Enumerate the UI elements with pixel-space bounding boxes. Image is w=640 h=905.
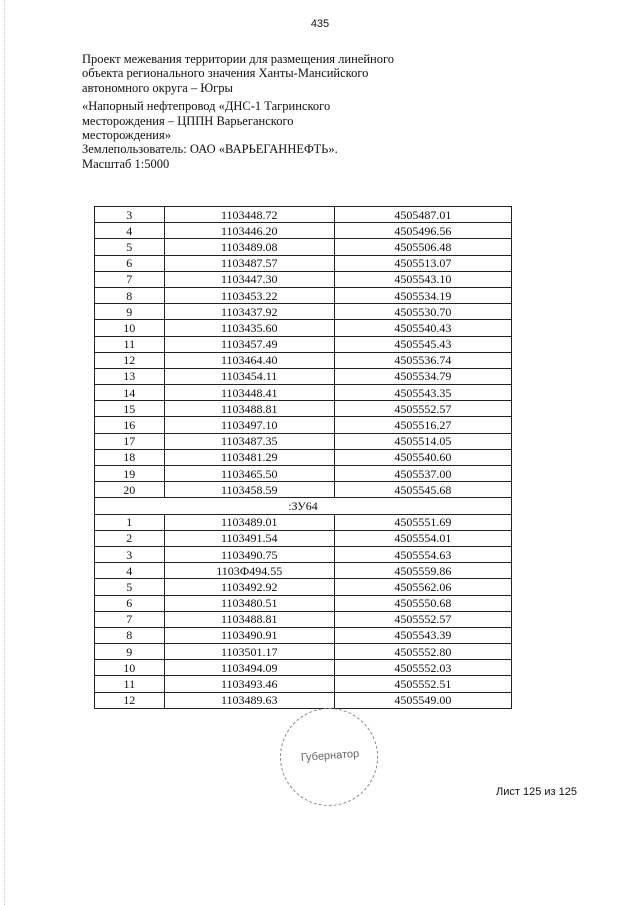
x-coordinate-cell: 1103497.10 xyxy=(164,417,334,433)
y-coordinate-cell: 4505562.06 xyxy=(334,579,511,595)
x-coordinate-cell: 1103489.08 xyxy=(164,239,334,255)
point-number-cell: 9 xyxy=(95,644,165,660)
x-coordinate-cell: 1103490.91 xyxy=(164,627,334,643)
x-coordinate-cell: 1103487.57 xyxy=(164,255,334,271)
table-row xyxy=(95,449,512,465)
header-line-3: автономного округа – Югры xyxy=(82,80,233,95)
point-number-cell: 7 xyxy=(95,611,165,627)
table-row xyxy=(95,385,512,401)
header-line-4: «Напорный нефтепровод «ДНС-1 Тагринского xyxy=(82,99,331,114)
document-header xyxy=(82,52,402,171)
x-coordinate-cell: 1103446.20 xyxy=(164,223,334,239)
y-coordinate-cell: 4505506.48 xyxy=(334,239,511,255)
point-number-cell: 8 xyxy=(95,627,165,643)
point-number-cell: 14 xyxy=(95,385,165,401)
table-row xyxy=(95,368,512,384)
header-line-8: Масштаб 1:5000 xyxy=(82,156,170,171)
x-coordinate-cell: 1103489.63 xyxy=(164,692,334,708)
x-coordinate-cell: 1103491.54 xyxy=(164,530,334,546)
y-coordinate-cell: 4505543.10 xyxy=(334,271,511,287)
x-coordinate-cell: 1103480.51 xyxy=(164,595,334,611)
y-coordinate-cell: 4505552.51 xyxy=(334,676,511,692)
point-number-cell: 1 xyxy=(95,514,165,530)
point-number-cell: 5 xyxy=(95,239,165,255)
coordinates-table xyxy=(94,206,512,709)
y-coordinate-cell: 4505496.56 xyxy=(334,223,511,239)
y-coordinate-cell: 4505554.01 xyxy=(334,530,511,546)
coordinates-table-body xyxy=(95,207,512,709)
point-number-cell: 12 xyxy=(95,352,165,368)
y-coordinate-cell: 4505554.63 xyxy=(334,546,511,562)
point-number-cell: 3 xyxy=(95,546,165,562)
point-number-cell: 10 xyxy=(95,660,165,676)
y-coordinate-cell: 4505537.00 xyxy=(334,466,511,482)
section-row xyxy=(95,498,512,514)
point-number-cell: 19 xyxy=(95,466,165,482)
header-line-6: месторождения» xyxy=(82,128,171,143)
y-coordinate-cell: 4505516.27 xyxy=(334,417,511,433)
header-line-5: месторождения – ЦППН Варьеганского xyxy=(82,113,294,128)
table-row xyxy=(95,579,512,595)
x-coordinate-cell: 1103458.59 xyxy=(164,482,334,498)
y-coordinate-cell: 4505487.01 xyxy=(334,207,511,223)
table-row xyxy=(95,627,512,643)
y-coordinate-cell: 4505551.69 xyxy=(334,514,511,530)
y-coordinate-cell: 4505559.86 xyxy=(334,563,511,579)
table-row xyxy=(95,530,512,546)
y-coordinate-cell: 4505534.79 xyxy=(334,368,511,384)
table-row xyxy=(95,320,512,336)
header-line-7: Землепользователь: ОАО «ВАРЬЕГАННЕФТЬ». xyxy=(82,142,338,157)
y-coordinate-cell: 4505549.00 xyxy=(334,692,511,708)
point-number-cell: 6 xyxy=(95,255,165,271)
table-row xyxy=(95,482,512,498)
y-coordinate-cell: 4505552.80 xyxy=(334,644,511,660)
x-coordinate-cell: 1103492.92 xyxy=(164,579,334,595)
x-coordinate-cell: 1103448.41 xyxy=(164,385,334,401)
x-coordinate-cell: 1103448.72 xyxy=(164,207,334,223)
point-number-cell: 18 xyxy=(95,449,165,465)
table-row xyxy=(95,287,512,303)
x-coordinate-cell: 1103489.01 xyxy=(164,514,334,530)
y-coordinate-cell: 4505545.43 xyxy=(334,336,511,352)
x-coordinate-cell: 1103501.17 xyxy=(164,644,334,660)
table-row xyxy=(95,223,512,239)
table-row xyxy=(95,207,512,223)
point-number-cell: 10 xyxy=(95,320,165,336)
table-row xyxy=(95,466,512,482)
point-number-cell: 15 xyxy=(95,401,165,417)
point-number-cell: 4 xyxy=(95,223,165,239)
sheet-counter: Лист 125 из 125 xyxy=(496,786,577,798)
point-number-cell: 7 xyxy=(95,271,165,287)
y-coordinate-cell: 4505540.60 xyxy=(334,449,511,465)
x-coordinate-cell: 1103493.46 xyxy=(164,676,334,692)
table-row xyxy=(95,433,512,449)
y-coordinate-cell: 4505543.39 xyxy=(334,627,511,643)
table-row xyxy=(95,546,512,562)
point-number-cell: 11 xyxy=(95,336,165,352)
point-number-cell: 12 xyxy=(95,692,165,708)
table-row xyxy=(95,304,512,320)
point-number-cell: 4 xyxy=(95,563,165,579)
x-coordinate-cell: 1103487.35 xyxy=(164,433,334,449)
table-row xyxy=(95,514,512,530)
table-row xyxy=(95,660,512,676)
y-coordinate-cell: 4505552.03 xyxy=(334,660,511,676)
y-coordinate-cell: 4505545.68 xyxy=(334,482,511,498)
table-row xyxy=(95,676,512,692)
table-row xyxy=(95,692,512,708)
y-coordinate-cell: 4505536.74 xyxy=(334,352,511,368)
table-row xyxy=(95,644,512,660)
point-number-cell: 9 xyxy=(95,304,165,320)
scan-edge-line xyxy=(4,0,5,905)
x-coordinate-cell: 1103447.30 xyxy=(164,271,334,287)
x-coordinate-cell: 1103437.92 xyxy=(164,304,334,320)
y-coordinate-cell: 4505543.35 xyxy=(334,385,511,401)
header-line-2: объекта регионального значения Ханты-Мансийского xyxy=(82,66,369,81)
y-coordinate-cell: 4505513.07 xyxy=(334,255,511,271)
table-row xyxy=(95,352,512,368)
x-coordinate-cell: 1103464.40 xyxy=(164,352,334,368)
x-coordinate-cell: 1103453.22 xyxy=(164,287,334,303)
y-coordinate-cell: 4505530.70 xyxy=(334,304,511,320)
x-coordinate-cell: 1103490.75 xyxy=(164,546,334,562)
x-coordinate-cell: 1103435.60 xyxy=(164,320,334,336)
point-number-cell: 11 xyxy=(95,676,165,692)
x-coordinate-cell: 1103457.49 xyxy=(164,336,334,352)
x-coordinate-cell: 1103465.50 xyxy=(164,466,334,482)
x-coordinate-cell: 1103494.09 xyxy=(164,660,334,676)
table-row xyxy=(95,611,512,627)
table-row xyxy=(95,255,512,271)
table-row xyxy=(95,336,512,352)
point-number-cell: 6 xyxy=(95,595,165,611)
point-number-cell: 20 xyxy=(95,482,165,498)
point-number-cell: 5 xyxy=(95,579,165,595)
table-row xyxy=(95,417,512,433)
header-line-1: Проект межевания территории для размещения линейного xyxy=(82,52,395,66)
table-row xyxy=(95,271,512,287)
y-coordinate-cell: 4505514.05 xyxy=(334,433,511,449)
table-row xyxy=(95,595,512,611)
page-number: 435 xyxy=(310,18,330,30)
point-number-cell: 3 xyxy=(95,207,165,223)
point-number-cell: 16 xyxy=(95,417,165,433)
y-coordinate-cell: 4505540.43 xyxy=(334,320,511,336)
y-coordinate-cell: 4505534.19 xyxy=(334,287,511,303)
x-coordinate-cell: 1103Ф494.55 xyxy=(164,563,334,579)
point-number-cell: 13 xyxy=(95,368,165,384)
x-coordinate-cell: 1103488.81 xyxy=(164,401,334,417)
y-coordinate-cell: 4505550.68 xyxy=(334,595,511,611)
x-coordinate-cell: 1103488.81 xyxy=(164,611,334,627)
x-coordinate-cell: 1103481.29 xyxy=(164,449,334,465)
y-coordinate-cell: 4505552.57 xyxy=(334,611,511,627)
table-row xyxy=(95,563,512,579)
point-number-cell: 17 xyxy=(95,433,165,449)
x-coordinate-cell: 1103454.11 xyxy=(164,368,334,384)
section-label: :ЗУ64 xyxy=(95,498,512,514)
stamp-text: Губернатор xyxy=(300,747,360,765)
table-row xyxy=(95,401,512,417)
y-coordinate-cell: 4505552.57 xyxy=(334,401,511,417)
table-row xyxy=(95,239,512,255)
point-number-cell: 2 xyxy=(95,530,165,546)
point-number-cell: 8 xyxy=(95,287,165,303)
